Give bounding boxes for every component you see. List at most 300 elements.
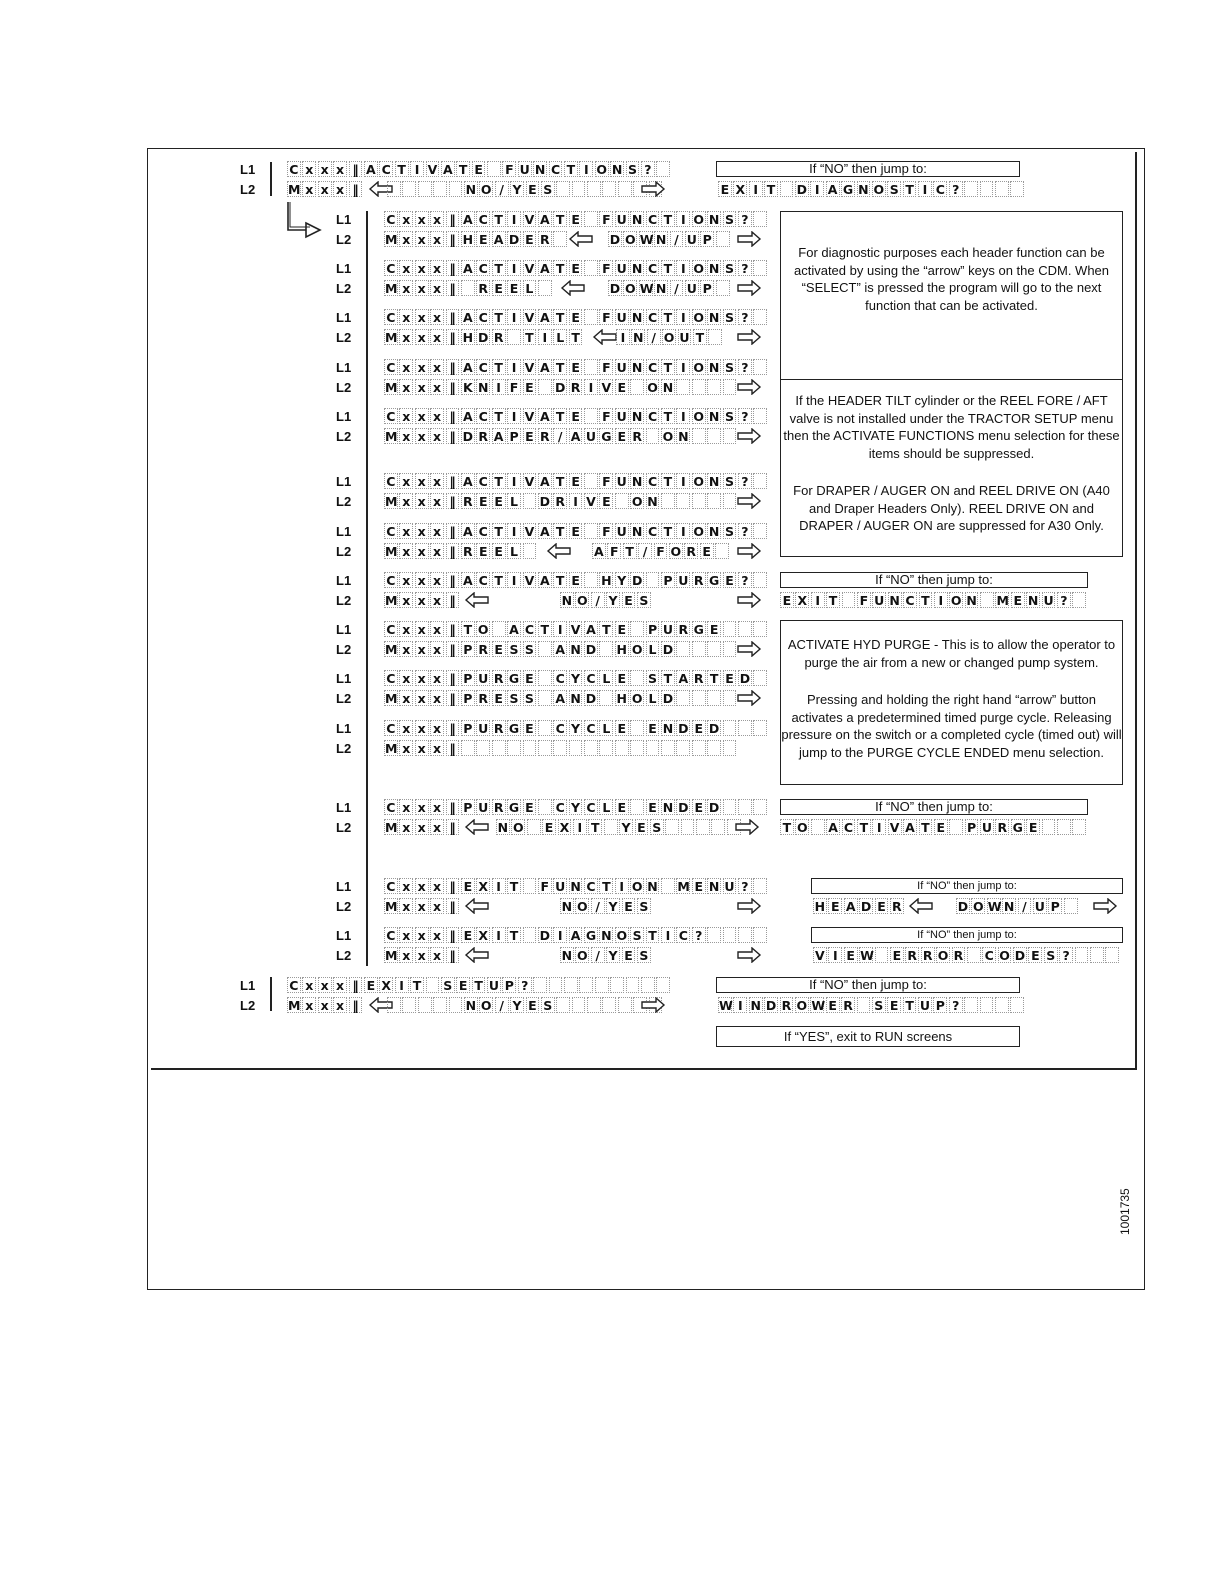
display-cell: S <box>637 898 651 914</box>
display-cell: C <box>384 473 398 489</box>
display-cell: C <box>384 359 398 375</box>
display-cell: R <box>492 799 506 815</box>
display-cell: O <box>512 820 524 835</box>
display-cell: M <box>996 593 1009 608</box>
display-cell: N <box>662 800 674 815</box>
display-cell: I <box>569 493 583 509</box>
display-cell: ‖ <box>446 947 460 963</box>
display-cell: O <box>693 524 705 539</box>
display-cell: T <box>857 819 871 835</box>
line-label-l1: L1 <box>336 622 352 637</box>
display-cell: R <box>952 947 966 963</box>
top-entry-l1 <box>287 161 672 179</box>
yes-exit-box <box>716 1026 1020 1047</box>
right-arrow-icon <box>640 181 666 197</box>
display-cell: A <box>538 260 552 276</box>
display-cell: E <box>569 359 583 375</box>
jump-label: If “NO” then jump to: <box>809 161 927 176</box>
display-cell: V <box>523 572 537 588</box>
display-cell <box>692 740 706 756</box>
display-cell: E <box>615 379 629 395</box>
display-cell: E <box>523 379 537 395</box>
display-cell: C <box>476 260 490 276</box>
display-cell: P <box>1048 898 1062 914</box>
note-purge-text-2: Pressing and holding the right hand “arrow” button activates a predetermined timed purge cycle. Releasing pressure on the switch or a completed cycle (timed out) will jump to the PURGE CYCLE ENDED menu selection. <box>781 692 1122 760</box>
display-cell: E <box>456 977 470 993</box>
display-cell: x <box>415 720 429 736</box>
display-cell: C <box>287 161 301 177</box>
display-cell: x <box>415 878 429 894</box>
display-cell: C <box>384 720 398 736</box>
display-cell: I <box>661 927 675 943</box>
display-cell: T <box>599 878 613 894</box>
display-cell <box>1072 592 1086 608</box>
display-cell: ‖ <box>446 493 460 509</box>
display-cell: F <box>857 592 871 608</box>
display-cell: C <box>584 670 598 686</box>
left-arrow-icon <box>908 898 934 914</box>
display-cell: E <box>692 878 706 894</box>
display-cell <box>449 181 463 197</box>
display-cell <box>967 947 981 963</box>
display-cell: O <box>693 310 705 325</box>
line-label-l2: L2 <box>336 494 352 509</box>
display-cell <box>538 740 552 756</box>
display-cell: / <box>591 947 605 963</box>
jump-target-exit-func-tail <box>956 898 1079 916</box>
display-cell: E <box>461 927 475 943</box>
display-cell: E <box>622 592 636 608</box>
display-cell: S <box>723 408 737 424</box>
bottom-entry-l2 <box>287 997 364 1015</box>
display-cell <box>723 493 737 509</box>
screen-l2 <box>384 819 461 837</box>
display-cell: ‖ <box>446 523 460 539</box>
display-cell: I <box>918 181 932 197</box>
screen-exit-diag-l1 <box>384 927 769 945</box>
display-cell: C <box>384 260 398 276</box>
display-cell <box>753 359 767 375</box>
display-cell: D <box>957 899 969 914</box>
display-cell: O <box>999 948 1010 963</box>
display-cell: R <box>780 997 794 1013</box>
display-cell: x <box>415 927 429 943</box>
jump-box-hyd-purge <box>780 572 1088 588</box>
display-cell: N <box>631 474 643 489</box>
display-cell: N <box>1003 899 1015 914</box>
display-cell <box>753 927 767 943</box>
line-label-l1: L1 <box>336 261 352 276</box>
display-cell: E <box>492 280 506 296</box>
display-cell: S <box>723 473 737 489</box>
screen-l2-tail <box>560 898 652 916</box>
display-cell <box>584 309 598 325</box>
display-cell: S <box>650 819 664 835</box>
display-cell: ‖ <box>446 670 460 686</box>
display-cell: L <box>646 690 660 706</box>
display-cell: E <box>615 720 629 736</box>
display-cell: C <box>476 359 490 375</box>
display-cell: C <box>553 720 567 736</box>
display-cell: E <box>569 572 583 588</box>
display-cell: C <box>476 211 490 227</box>
display-cell: C <box>476 572 490 588</box>
display-cell <box>584 572 598 588</box>
display-cell: U <box>616 524 627 539</box>
display-cell <box>599 740 613 756</box>
display-cell <box>533 977 547 993</box>
display-cell: U <box>555 879 566 894</box>
display-cell <box>676 641 690 657</box>
right-arrow-icon <box>736 428 762 444</box>
display-cell: A <box>826 819 840 835</box>
display-cell <box>707 927 721 943</box>
display-cell: O <box>647 380 658 395</box>
display-cell: U <box>616 310 627 325</box>
display-cell: N <box>708 261 720 276</box>
screen-cycle-ended-2-l1 <box>384 799 769 817</box>
display-cell: I <box>492 927 506 943</box>
display-cell: U <box>585 429 597 444</box>
display-cell <box>723 740 737 756</box>
display-cell: N <box>662 380 674 395</box>
display-cell: X <box>379 977 393 993</box>
display-cell: M <box>385 593 398 608</box>
display-cell <box>676 740 690 756</box>
display-cell: x <box>430 428 444 444</box>
display-cell: G <box>1012 820 1023 835</box>
display-cell: C <box>982 947 996 963</box>
display-cell <box>615 740 629 756</box>
display-cell: D <box>508 232 520 247</box>
display-cell: x <box>430 473 444 489</box>
display-cell: A <box>492 428 506 444</box>
display-cell: X <box>476 878 490 894</box>
display-cell: ‖ <box>446 740 460 756</box>
display-cell <box>584 359 598 375</box>
display-cell <box>387 997 401 1013</box>
display-cell: ? <box>1057 592 1071 608</box>
display-cell: R <box>905 947 919 963</box>
display-cell: E <box>476 493 490 509</box>
display-cell: A <box>441 161 455 177</box>
left-arrow-icon <box>546 543 572 559</box>
entry-arrow-icon <box>284 200 328 242</box>
display-cell: N <box>655 281 667 296</box>
display-cell: T <box>661 523 675 539</box>
display-cell: E <box>569 523 583 539</box>
line-label-l2: L2 <box>336 429 352 444</box>
display-cell <box>692 428 706 444</box>
display-cell: x <box>399 572 413 588</box>
display-cell: G <box>508 800 520 815</box>
display-cell: E <box>1028 947 1042 963</box>
display-cell: x <box>399 878 413 894</box>
display-cell: R <box>492 720 506 736</box>
display-cell: ? <box>949 997 963 1013</box>
display-cell: H <box>462 232 474 247</box>
display-cell: A <box>461 572 475 588</box>
display-cell <box>1042 819 1056 835</box>
display-cell: R <box>476 428 490 444</box>
display-cell <box>418 181 432 197</box>
display-cell: ? <box>518 977 532 993</box>
screen-exit-func-l1 <box>384 878 769 896</box>
display-cell: x <box>399 493 413 509</box>
display-cell: x <box>399 690 413 706</box>
display-cell <box>538 670 552 686</box>
display-cell: T <box>919 592 933 608</box>
screen-header-l1 <box>384 211 769 229</box>
display-cell: M <box>385 899 398 914</box>
display-cell: M <box>288 182 301 197</box>
right-arrow-icon <box>736 329 762 345</box>
display-cell: E <box>615 799 629 815</box>
display-cell: X <box>558 819 572 835</box>
display-cell: N <box>631 261 643 276</box>
display-cell: E <box>523 799 537 815</box>
display-cell: T <box>492 408 506 424</box>
display-cell: M <box>385 380 398 395</box>
display-cell: N <box>708 524 720 539</box>
display-cell: N <box>534 162 546 177</box>
display-cell: x <box>399 670 413 686</box>
display-cell: P <box>461 690 475 706</box>
display-cell: ? <box>738 260 752 276</box>
display-cell: C <box>384 408 398 424</box>
display-cell: P <box>461 670 475 686</box>
bottom-entry-l1 <box>287 977 672 995</box>
display-cell: E <box>492 641 506 657</box>
display-cell: ? <box>738 473 752 489</box>
display-cell <box>753 408 767 424</box>
display-cell: ‖ <box>349 161 363 177</box>
display-cell: N <box>570 691 581 706</box>
display-cell: W <box>639 281 654 296</box>
display-cell: x <box>430 260 444 276</box>
display-cell: A <box>538 211 552 227</box>
display-cell: R <box>890 898 904 914</box>
left-arrow-icon <box>464 592 490 608</box>
display-cell: S <box>523 690 537 706</box>
display-cell <box>723 799 737 815</box>
display-cell: x <box>430 592 444 608</box>
line-label-l1: L1 <box>240 162 256 177</box>
note-tilt-text: If the HEADER TILT cylinder or the REEL FORE / AFT valve is not installed under the TRACTOR SETUP menu then the ACTIVATE FUNCTIONS menu selection for these items should be suppressed. <box>783 393 1120 461</box>
display-cell: x <box>415 740 429 756</box>
display-cell <box>553 231 567 247</box>
display-cell: R <box>921 947 935 963</box>
display-cell: P <box>502 977 516 993</box>
display-cell <box>523 740 537 756</box>
display-cell: U <box>616 261 627 276</box>
display-cell: X <box>795 592 809 608</box>
display-cell: U <box>488 978 500 993</box>
display-cell <box>1075 947 1089 963</box>
display-cell <box>1010 181 1024 197</box>
display-cell <box>875 947 889 963</box>
display-cell: I <box>507 309 521 325</box>
display-cell: O <box>937 948 949 963</box>
display-cell <box>661 493 675 509</box>
display-cell: ‖ <box>446 543 460 559</box>
display-cell: x <box>399 309 413 325</box>
display-cell: E <box>875 898 889 914</box>
display-cell: D <box>555 380 566 395</box>
display-cell <box>1064 898 1078 914</box>
display-cell: V <box>426 161 440 177</box>
display-cell <box>707 428 721 444</box>
display-cell <box>564 977 578 993</box>
display-cell: E <box>622 898 636 914</box>
display-cell: N <box>662 721 674 736</box>
display-cell <box>696 819 710 835</box>
display-cell: I <box>410 161 424 177</box>
display-cell: x <box>318 161 332 177</box>
display-cell: U <box>686 232 697 247</box>
screen-l2-tail <box>496 819 742 837</box>
display-cell: G <box>693 622 704 637</box>
line-label-l2: L2 <box>336 948 352 963</box>
display-cell: I <box>676 408 690 424</box>
display-cell: F <box>502 161 516 177</box>
display-cell: M <box>385 429 398 444</box>
display-cell: O <box>873 182 885 197</box>
display-cell: ? <box>738 878 752 894</box>
display-cell <box>618 181 632 197</box>
display-cell: I <box>492 379 506 395</box>
display-cell <box>738 799 752 815</box>
display-cell: ‖ <box>446 819 460 835</box>
display-cell: T <box>764 181 778 197</box>
display-cell: N <box>678 429 689 444</box>
display-cell: I <box>507 211 521 227</box>
display-cell <box>553 740 567 756</box>
display-cell: O <box>624 281 636 296</box>
display-cell: ‖ <box>446 280 460 296</box>
display-cell: x <box>415 473 429 489</box>
display-cell: A <box>538 309 552 325</box>
document-number: 1001735 <box>1118 1188 1132 1235</box>
display-cell: U <box>678 573 689 588</box>
display-cell: M <box>385 544 398 559</box>
display-cell: O <box>576 899 588 914</box>
display-cell: E <box>569 309 583 325</box>
display-cell: x <box>302 997 316 1013</box>
screen-l2 <box>384 592 461 610</box>
bottom-entry-l2-mid <box>387 997 664 1015</box>
display-cell: x <box>430 740 444 756</box>
display-cell: E <box>523 720 537 736</box>
display-cell: Y <box>606 592 620 608</box>
display-cell: E <box>646 720 660 736</box>
display-cell: S <box>630 927 644 943</box>
display-cell: E <box>826 997 840 1013</box>
display-cell: D <box>678 721 689 736</box>
display-cell <box>646 572 660 588</box>
display-cell: x <box>399 799 413 815</box>
display-cell: I <box>492 878 506 894</box>
display-cell: X <box>733 181 747 197</box>
display-cell: ‖ <box>446 572 460 588</box>
display-cell: Y <box>569 799 583 815</box>
display-cell: A <box>461 473 475 489</box>
display-cell: I <box>676 359 690 375</box>
display-cell: / <box>591 592 605 608</box>
display-cell: I <box>507 408 521 424</box>
screen-l2 <box>384 690 738 708</box>
display-cell: Y <box>606 898 620 914</box>
display-cell: ‖ <box>446 379 460 395</box>
display-cell: U <box>919 998 931 1013</box>
display-cell: x <box>430 493 444 509</box>
display-cell <box>656 977 670 993</box>
display-cell: C <box>384 523 398 539</box>
display-cell: E <box>569 211 583 227</box>
display-cell <box>618 997 632 1013</box>
display-cell: I <box>579 161 593 177</box>
display-cell: ‖ <box>446 927 460 943</box>
screen-l2 <box>384 898 461 916</box>
display-cell: T <box>507 878 521 894</box>
display-cell: P <box>507 428 521 444</box>
display-cell <box>587 181 601 197</box>
top-entry-l2-mid <box>387 181 664 199</box>
display-cell: C <box>646 408 660 424</box>
display-cell <box>630 621 644 637</box>
display-cell <box>692 641 706 657</box>
left-arrow-icon <box>464 819 490 835</box>
display-cell: T <box>903 997 917 1013</box>
display-cell <box>461 280 475 296</box>
display-cell: N <box>561 948 573 963</box>
display-cell: N <box>633 330 644 345</box>
display-cell: A <box>507 621 521 637</box>
display-cell: T <box>492 309 506 325</box>
display-cell: D <box>662 642 674 657</box>
display-cell: x <box>318 181 332 197</box>
display-cell: ? <box>738 408 752 424</box>
line-label-l1: L1 <box>336 409 352 424</box>
display-cell: N <box>708 360 720 375</box>
screen-l2-tail <box>592 543 731 561</box>
display-cell <box>538 641 552 657</box>
display-cell <box>538 799 552 815</box>
display-cell: N <box>750 998 761 1013</box>
display-cell: G <box>585 928 597 943</box>
display-cell: I <box>538 329 552 345</box>
display-cell: ‖ <box>446 309 460 325</box>
line-label-l1: L1 <box>240 978 256 993</box>
display-cell: x <box>399 523 413 539</box>
display-cell: I <box>811 592 825 608</box>
display-cell: x <box>399 592 413 608</box>
display-cell: I <box>507 572 521 588</box>
display-cell <box>753 523 767 539</box>
display-cell: V <box>523 359 537 375</box>
display-cell: N <box>655 232 667 247</box>
display-cell: G <box>508 721 520 736</box>
display-cell: E <box>476 231 490 247</box>
note-draper-text: For DRAPER / AUGER ON and REEL DRIVE ON (A40 and Draper Headers Only). REEL DRIVE ON and DRAPER / AUGER ON are suppressed for A30 Only. <box>793 483 1110 533</box>
display-cell: L <box>599 799 613 815</box>
display-cell: U <box>874 593 885 608</box>
display-cell: O <box>631 642 643 657</box>
display-cell: I <box>828 947 842 963</box>
display-cell: C <box>384 572 398 588</box>
display-cell: O <box>576 593 588 608</box>
display-cell: G <box>842 182 854 197</box>
